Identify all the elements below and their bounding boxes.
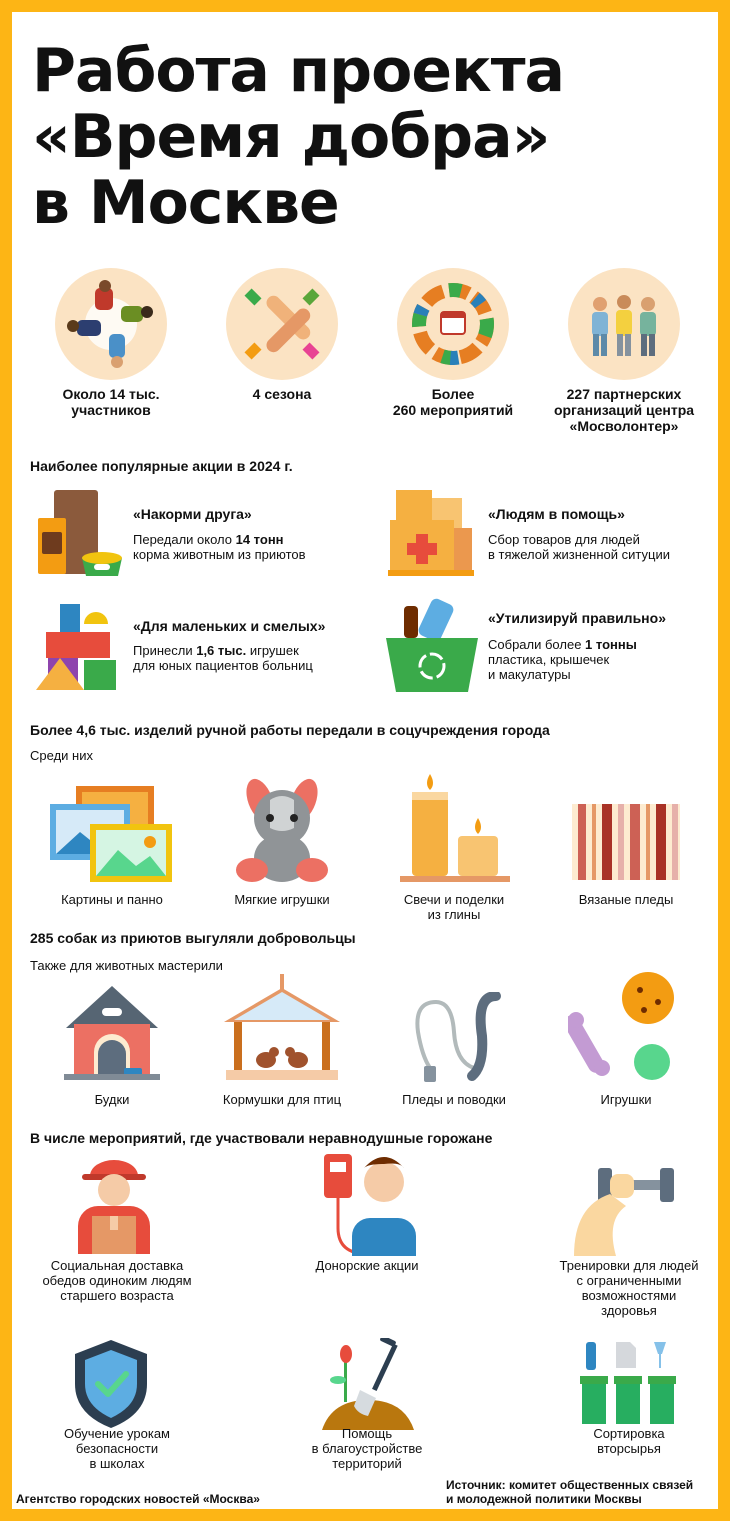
footer-agency: Агентство городских новостей «Москва»	[16, 1492, 260, 1506]
leash-icon	[410, 992, 506, 1088]
event-safety-label: Обучение урокам безопасности в школах	[63, 1426, 170, 1471]
events-heading: В числе мероприятий, где участвовали неравнодушные горожане	[30, 1130, 493, 1146]
campaign-little-brave-desc: Принесли 1,6 тыс. игрушек для юных пациентов больниц	[133, 643, 313, 673]
bird-feeder-icon	[222, 974, 342, 1082]
stat-participants: Около 14 тыс. участников	[62, 386, 160, 418]
event-landscaping-label: Помощь в благоустройстве территорий	[311, 1426, 423, 1471]
event-sorting-label: Сортировка вторсырья	[593, 1426, 665, 1456]
candles-icon	[398, 772, 512, 884]
handmade-subheading: Среди них	[30, 748, 93, 763]
handmade-plush-label: Мягкие игрушки	[234, 892, 330, 907]
campaign-feed-friend-desc: Передали около 14 тонн корма животным из приютов	[133, 532, 306, 562]
pet-toys-icon	[568, 968, 680, 1084]
campaign-recycle-title: «Утилизируй правильно»	[488, 610, 666, 626]
stat-seasons: 4 сезона	[252, 386, 312, 402]
event-delivery-label: Социальная доставка обедов одиноким людям старшего возраста	[42, 1258, 192, 1303]
stat-events: Более 260 мероприятий	[392, 386, 514, 418]
dogs-doghouse-label: Будки	[94, 1092, 130, 1107]
events-wreath-icon	[397, 268, 509, 380]
campaigns-heading: Наиболее популярные акции в 2024 г.	[30, 458, 293, 474]
campaign-recycle-desc: Собрали более 1 тонны пластика, крышечек и макулатуры	[488, 637, 637, 682]
dogs-heading: 285 собак из приютов выгуляли добровольцы	[30, 930, 356, 946]
infographic-sheet	[12, 12, 718, 1509]
campaign-help-people-desc: Сбор товаров для людей в тяжелой жизненной ситуции	[488, 532, 670, 562]
blood-donor-icon	[318, 1152, 418, 1256]
people-circle-icon	[55, 268, 167, 380]
toy-blocks-icon	[34, 602, 126, 694]
campaign-little-brave-title: «Для маленьких и смелых»	[133, 618, 326, 634]
handmade-heading: Более 4,6 тыс. изделий ручной работы передали в соцучреждения города	[30, 722, 550, 738]
page-title: Работа проекта «Время добра» в Москве	[32, 36, 565, 238]
plush-bunny-icon	[230, 778, 334, 884]
dogs-feeder-label: Кормушки для птиц	[222, 1092, 342, 1107]
recycle-bin-icon	[384, 598, 480, 694]
event-donor-label: Донорские акции	[315, 1258, 419, 1273]
dogs-subheading: Также для животных мастерили	[30, 958, 223, 973]
stat-partners: 227 партнерских организаций центра «Мосволонтер»	[553, 386, 695, 434]
campaign-help-people-title: «Людям в помощь»	[488, 506, 625, 522]
doghouse-icon	[64, 984, 160, 1080]
event-training-label: Тренировки для людей с ограниченными возможностями здоровья	[559, 1258, 699, 1318]
dumbbell-arm-icon	[574, 1166, 686, 1256]
dogs-leash-label: Пледы и поводки	[402, 1092, 506, 1107]
partners-icon	[568, 268, 680, 380]
handmade-paintings-label: Картины и панно	[61, 892, 163, 907]
handmade-blanket-label: Вязаные пледы	[578, 892, 674, 907]
aid-boxes-icon	[386, 488, 478, 580]
paintings-icon	[50, 786, 174, 882]
shield-check-icon	[72, 1338, 150, 1430]
pet-food-icon	[34, 488, 126, 580]
campaign-feed-friend-title: «Накорми друга»	[133, 506, 252, 522]
dogs-toys-label: Игрушки	[600, 1092, 652, 1107]
courier-icon	[72, 1158, 156, 1254]
sorting-bins-icon	[578, 1336, 678, 1430]
knitted-blanket-icon	[568, 800, 684, 884]
footer-source: Источник: комитет общественных связей и молодежной политики Москвы	[446, 1478, 694, 1506]
handmade-candles-label: Свечи и поделки из глины	[403, 892, 505, 922]
joined-hands-icon	[226, 268, 338, 380]
shovel-sprout-icon	[322, 1338, 414, 1430]
